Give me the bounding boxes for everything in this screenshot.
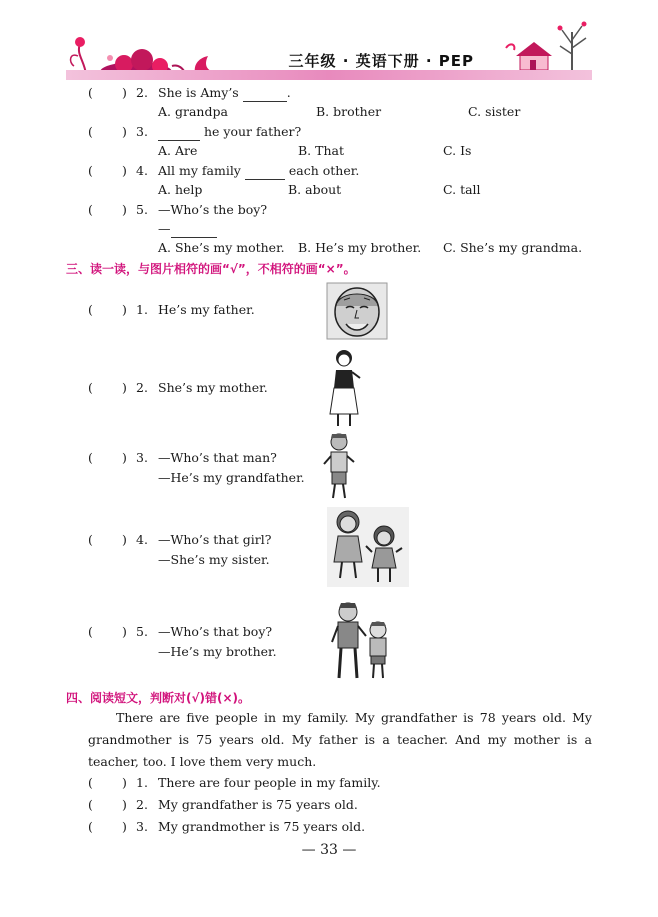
picture-item: ( ) 4. —Who’s that girl? (88, 532, 272, 547)
two-girls-icon (326, 506, 410, 588)
answer-blank (243, 88, 287, 102)
question-row: ( ) 4. All my family each other. (88, 163, 360, 178)
question-row: ( ) 3. he your father? (88, 124, 302, 139)
section-heading: 四、阅读短文，判断对(√)错(×)。 (66, 691, 250, 705)
question-row: ( ) 2. She is Amy’s . (88, 85, 291, 100)
page-title: 三年级 · 英语下册 · PEP (288, 52, 474, 70)
picture-item-answer: —He’s my brother. (158, 644, 277, 659)
options-row: A. She’s my mother. B. He’s my brother. C. She’s my grandma. (158, 240, 583, 255)
options-row: A. help B. about C. tall (158, 182, 481, 197)
man-and-boy-icon (326, 600, 398, 682)
header-band (66, 70, 592, 80)
options-row: A. Are B. That C. Is (158, 143, 472, 158)
picture-item: ( ) 3. —Who’s that man? (88, 450, 277, 465)
answer-line: — (0, 220, 658, 238)
answer-blank (158, 127, 200, 141)
judgment-item: ( ) 1. There are four people in my family. (88, 775, 381, 790)
house-tree-decoration-icon (502, 18, 592, 74)
answer-blank (171, 224, 217, 238)
judgment-item: ( ) 2. My grandfather is 75 years old. (88, 797, 358, 812)
page-number: — 33 — (301, 842, 357, 858)
picture-item: ( ) 5. —Who’s that boy? (88, 624, 273, 639)
options-row: A. grandpa B. brother C. sister (158, 104, 521, 119)
page-header (66, 18, 592, 80)
boy-icon (322, 432, 356, 500)
question-row: ( ) 5. —Who’s the boy? (88, 202, 268, 217)
woman-icon (326, 348, 366, 428)
judgment-item: ( ) 3. My grandmother is 75 years old. (88, 819, 366, 834)
picture-item: ( ) 2. She’s my mother. (88, 380, 268, 395)
grandfather-face-icon (326, 282, 388, 340)
picture-item: ( ) 1. He’s my father. (88, 302, 255, 317)
picture-item-answer: —She’s my sister. (158, 552, 270, 567)
answer-blank (245, 166, 285, 180)
section-heading: 三、读一读，与图片相符的画“√”，不相符的画“×”。 (66, 262, 356, 276)
reading-passage: There are five people in my family. My grandfather is 78 years old. My grandmother is 75 years old. My father is a teacher. And my mother is a teacher, too. I love them very much. (88, 710, 592, 769)
picture-item-answer: —He’s my grandfather. (158, 470, 305, 485)
